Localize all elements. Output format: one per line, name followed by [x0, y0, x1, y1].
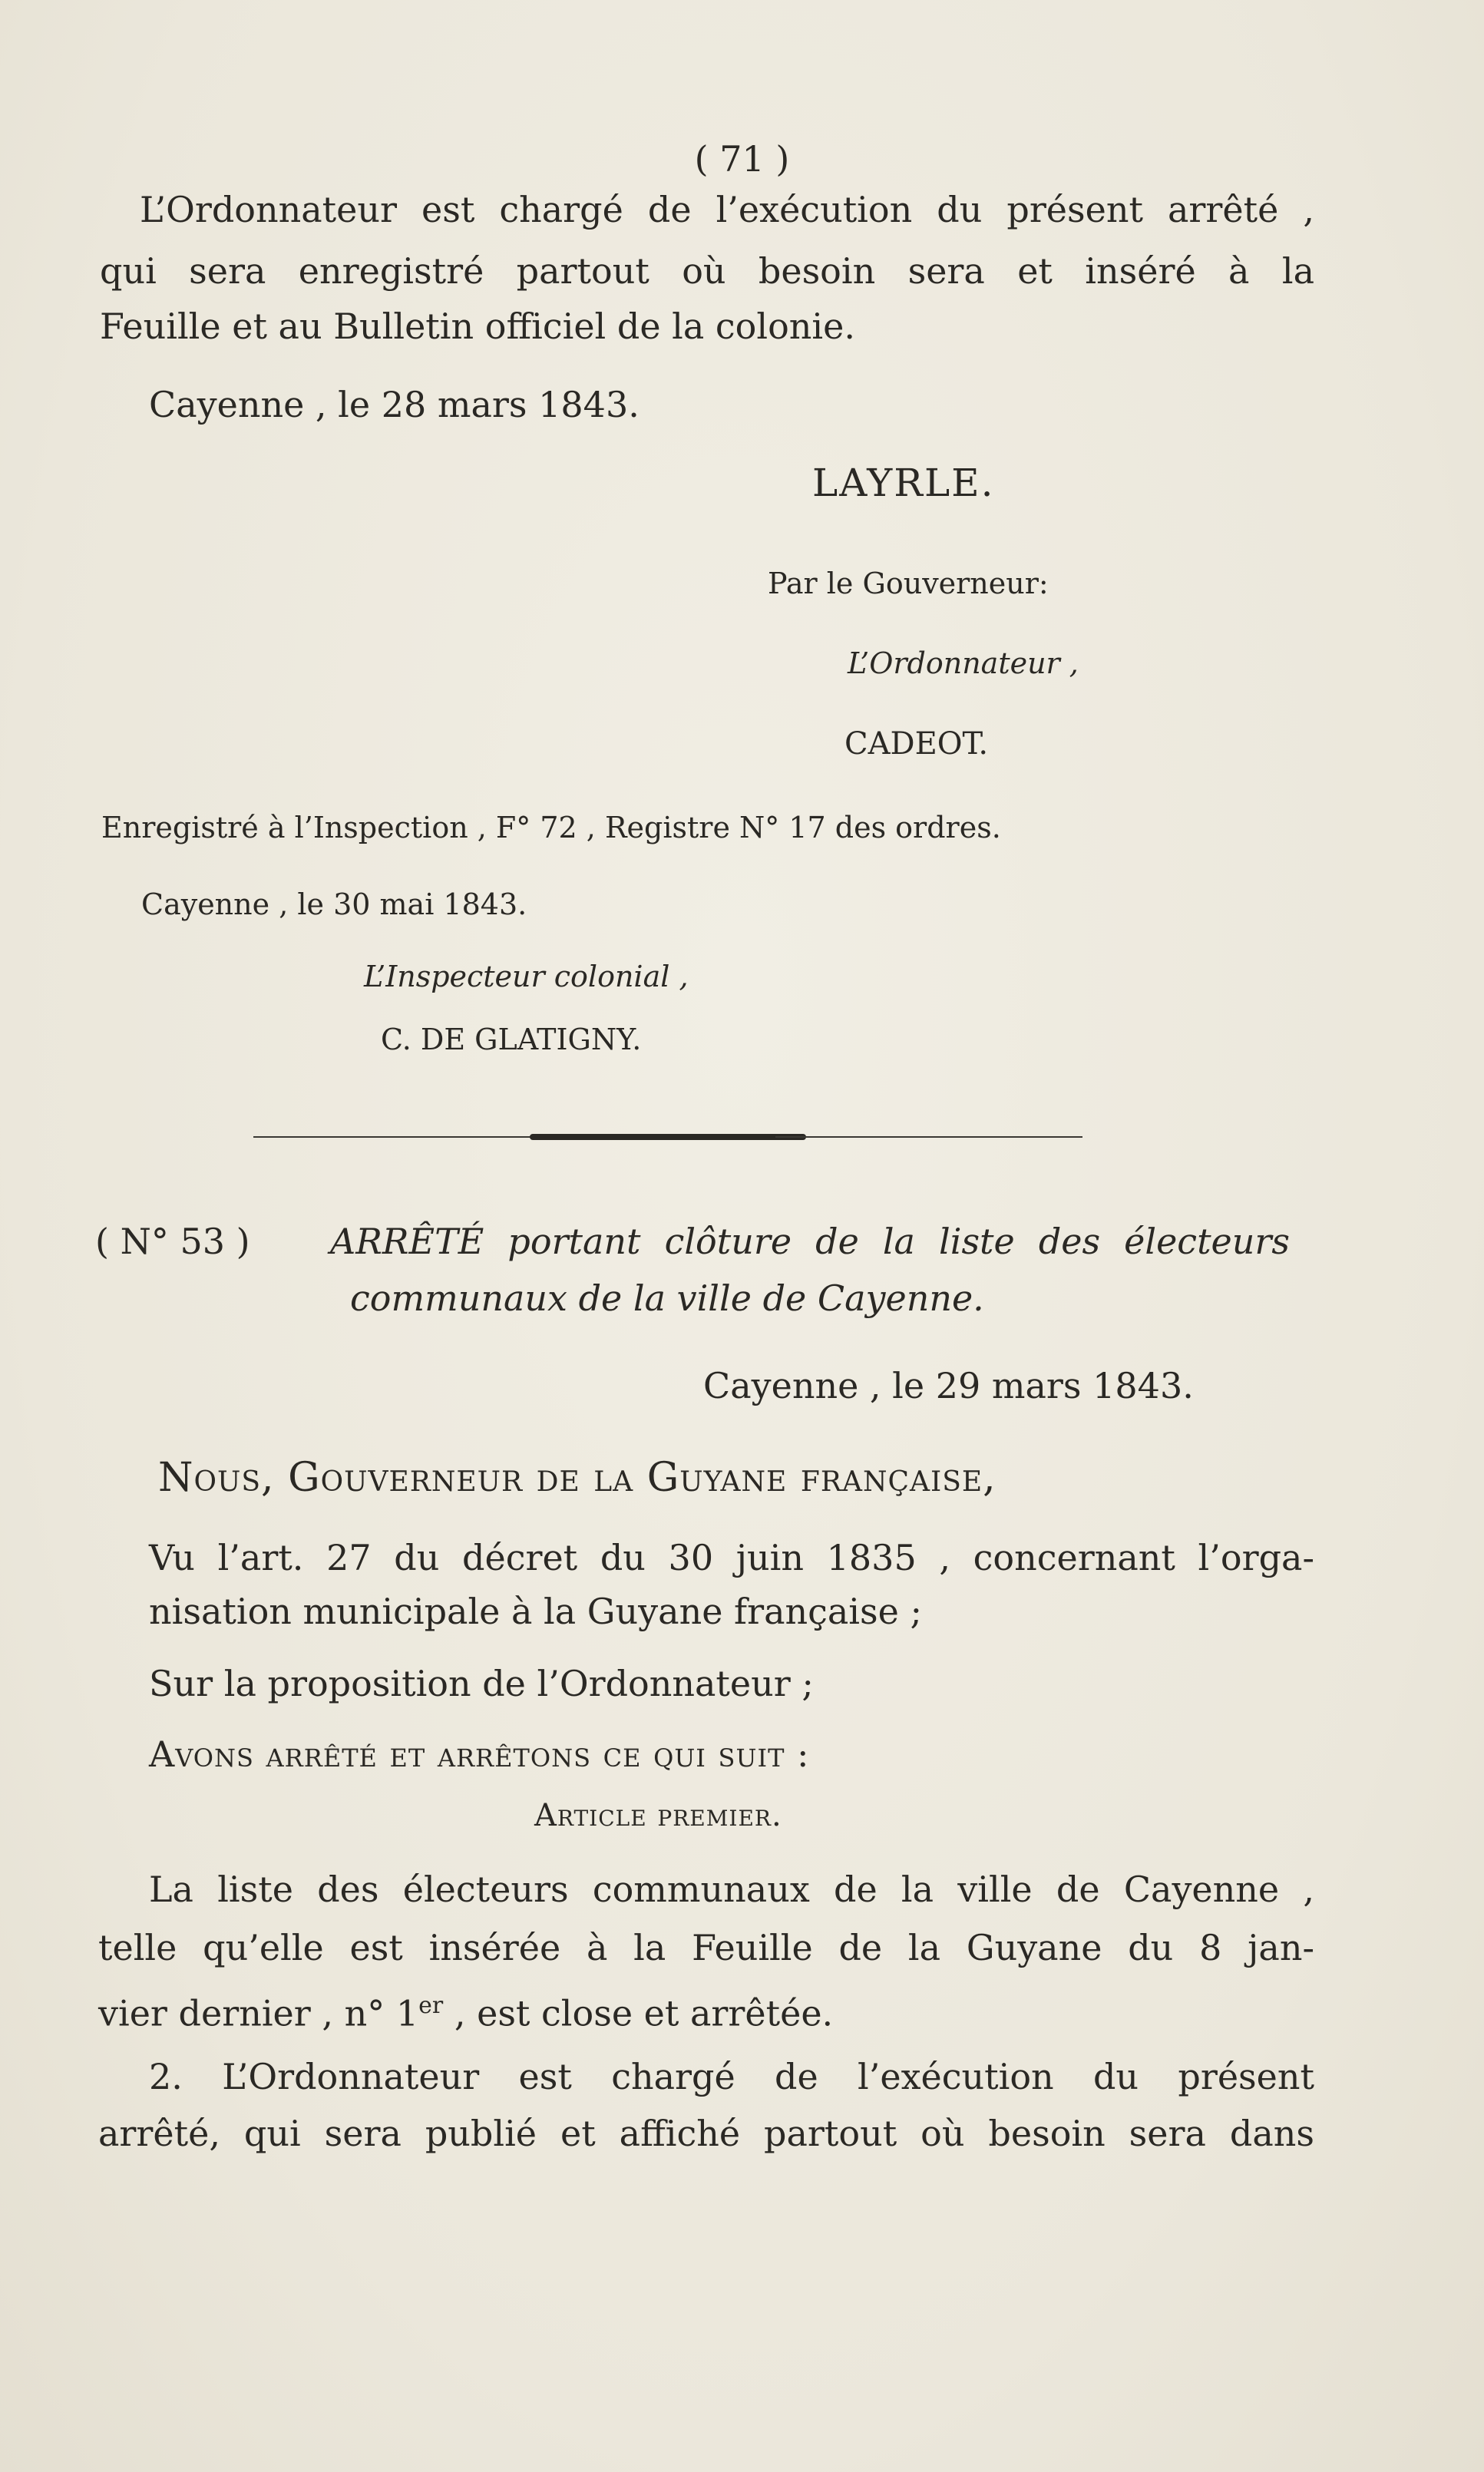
vu-line-1: Vu l’art. 27 du décret du 30 juin 1835 , concernant l’orga- [149, 1537, 1314, 1578]
page-number: ( 71 ) [694, 138, 790, 180]
article-1-line-3-b: , est close et arrêtée. [443, 1992, 834, 2034]
sur-la-proposition: Sur la proposition de l’Ordonnateur ; [149, 1663, 814, 1704]
article-1-line-1: La liste des électeurs communaux de la ville de Cayenne , [149, 1869, 1314, 1910]
continuation-date: Cayenne , le 28 mars 1843. [149, 384, 640, 425]
article-1-line-2: telle qu’elle est insérée à la Feuille de la Guyane du 8 jan- [98, 1927, 1314, 1968]
inspector-title: L’Inspecteur colonial , [364, 960, 689, 993]
arrete-title-line-1: ARRÊTÉ portant clôture de la liste des électeurs [330, 1221, 1290, 1262]
continuation-line-3: Feuille et au Bulletin officiel de la colonie. [100, 306, 855, 347]
avons-arrete: Avons arrêté et arrêtons ce qui suit : [149, 1733, 810, 1775]
separator-rule-center [530, 1134, 806, 1140]
signer-name: LAYRLE. [812, 461, 995, 505]
inspector-name: C. DE GLATIGNY. [381, 1023, 642, 1056]
arrete-title-line-2: communaux de la ville de Cayenne. [350, 1277, 984, 1319]
par-le-gouverneur: Par le Gouverneur: [768, 567, 1049, 600]
article-1-line-3-a: vier dernier , n° 1 [98, 1992, 419, 2034]
separator-rule-left [253, 1136, 560, 1138]
vu-line-2: nisation municipale à la Guyane française ; [149, 1591, 922, 1632]
registration-date: Cayenne , le 30 mai 1843. [141, 887, 527, 921]
continuation-line-1: L’Ordonnateur est chargé de l’exécution du présent arrêté , [140, 189, 1314, 230]
continuation-line-2: qui sera enregistré partout où besoin sera et inséré à la [100, 250, 1314, 292]
arrete-number: ( N° 53 ) [95, 1221, 250, 1262]
article-1-line-3 [98, 1979, 833, 2040]
arrete-date: Cayenne , le 29 mars 1843. [703, 1365, 1194, 1406]
article-premier-heading: Article premier. [534, 1798, 782, 1833]
article-2-line-2: arrêté, qui sera publié et affiché partout où besoin sera dans [98, 2113, 1314, 2154]
ordonnateur-title: L’Ordonnateur , [848, 646, 1079, 680]
nous-gouverneur: Nous, Gouverneur de la Guyane française, [158, 1455, 996, 1501]
article-1-line-3-sup: er [418, 1992, 444, 2019]
registration-line: Enregistré à l’Inspection , F° 72 , Registre N° 17 des ordres. [101, 811, 1001, 844]
ordonnateur-name: CADEOT. [844, 726, 989, 762]
separator-rule-right [775, 1136, 1082, 1138]
article-2-line-1: 2. L’Ordonnateur est chargé de l’exécution du présent [149, 2056, 1314, 2097]
